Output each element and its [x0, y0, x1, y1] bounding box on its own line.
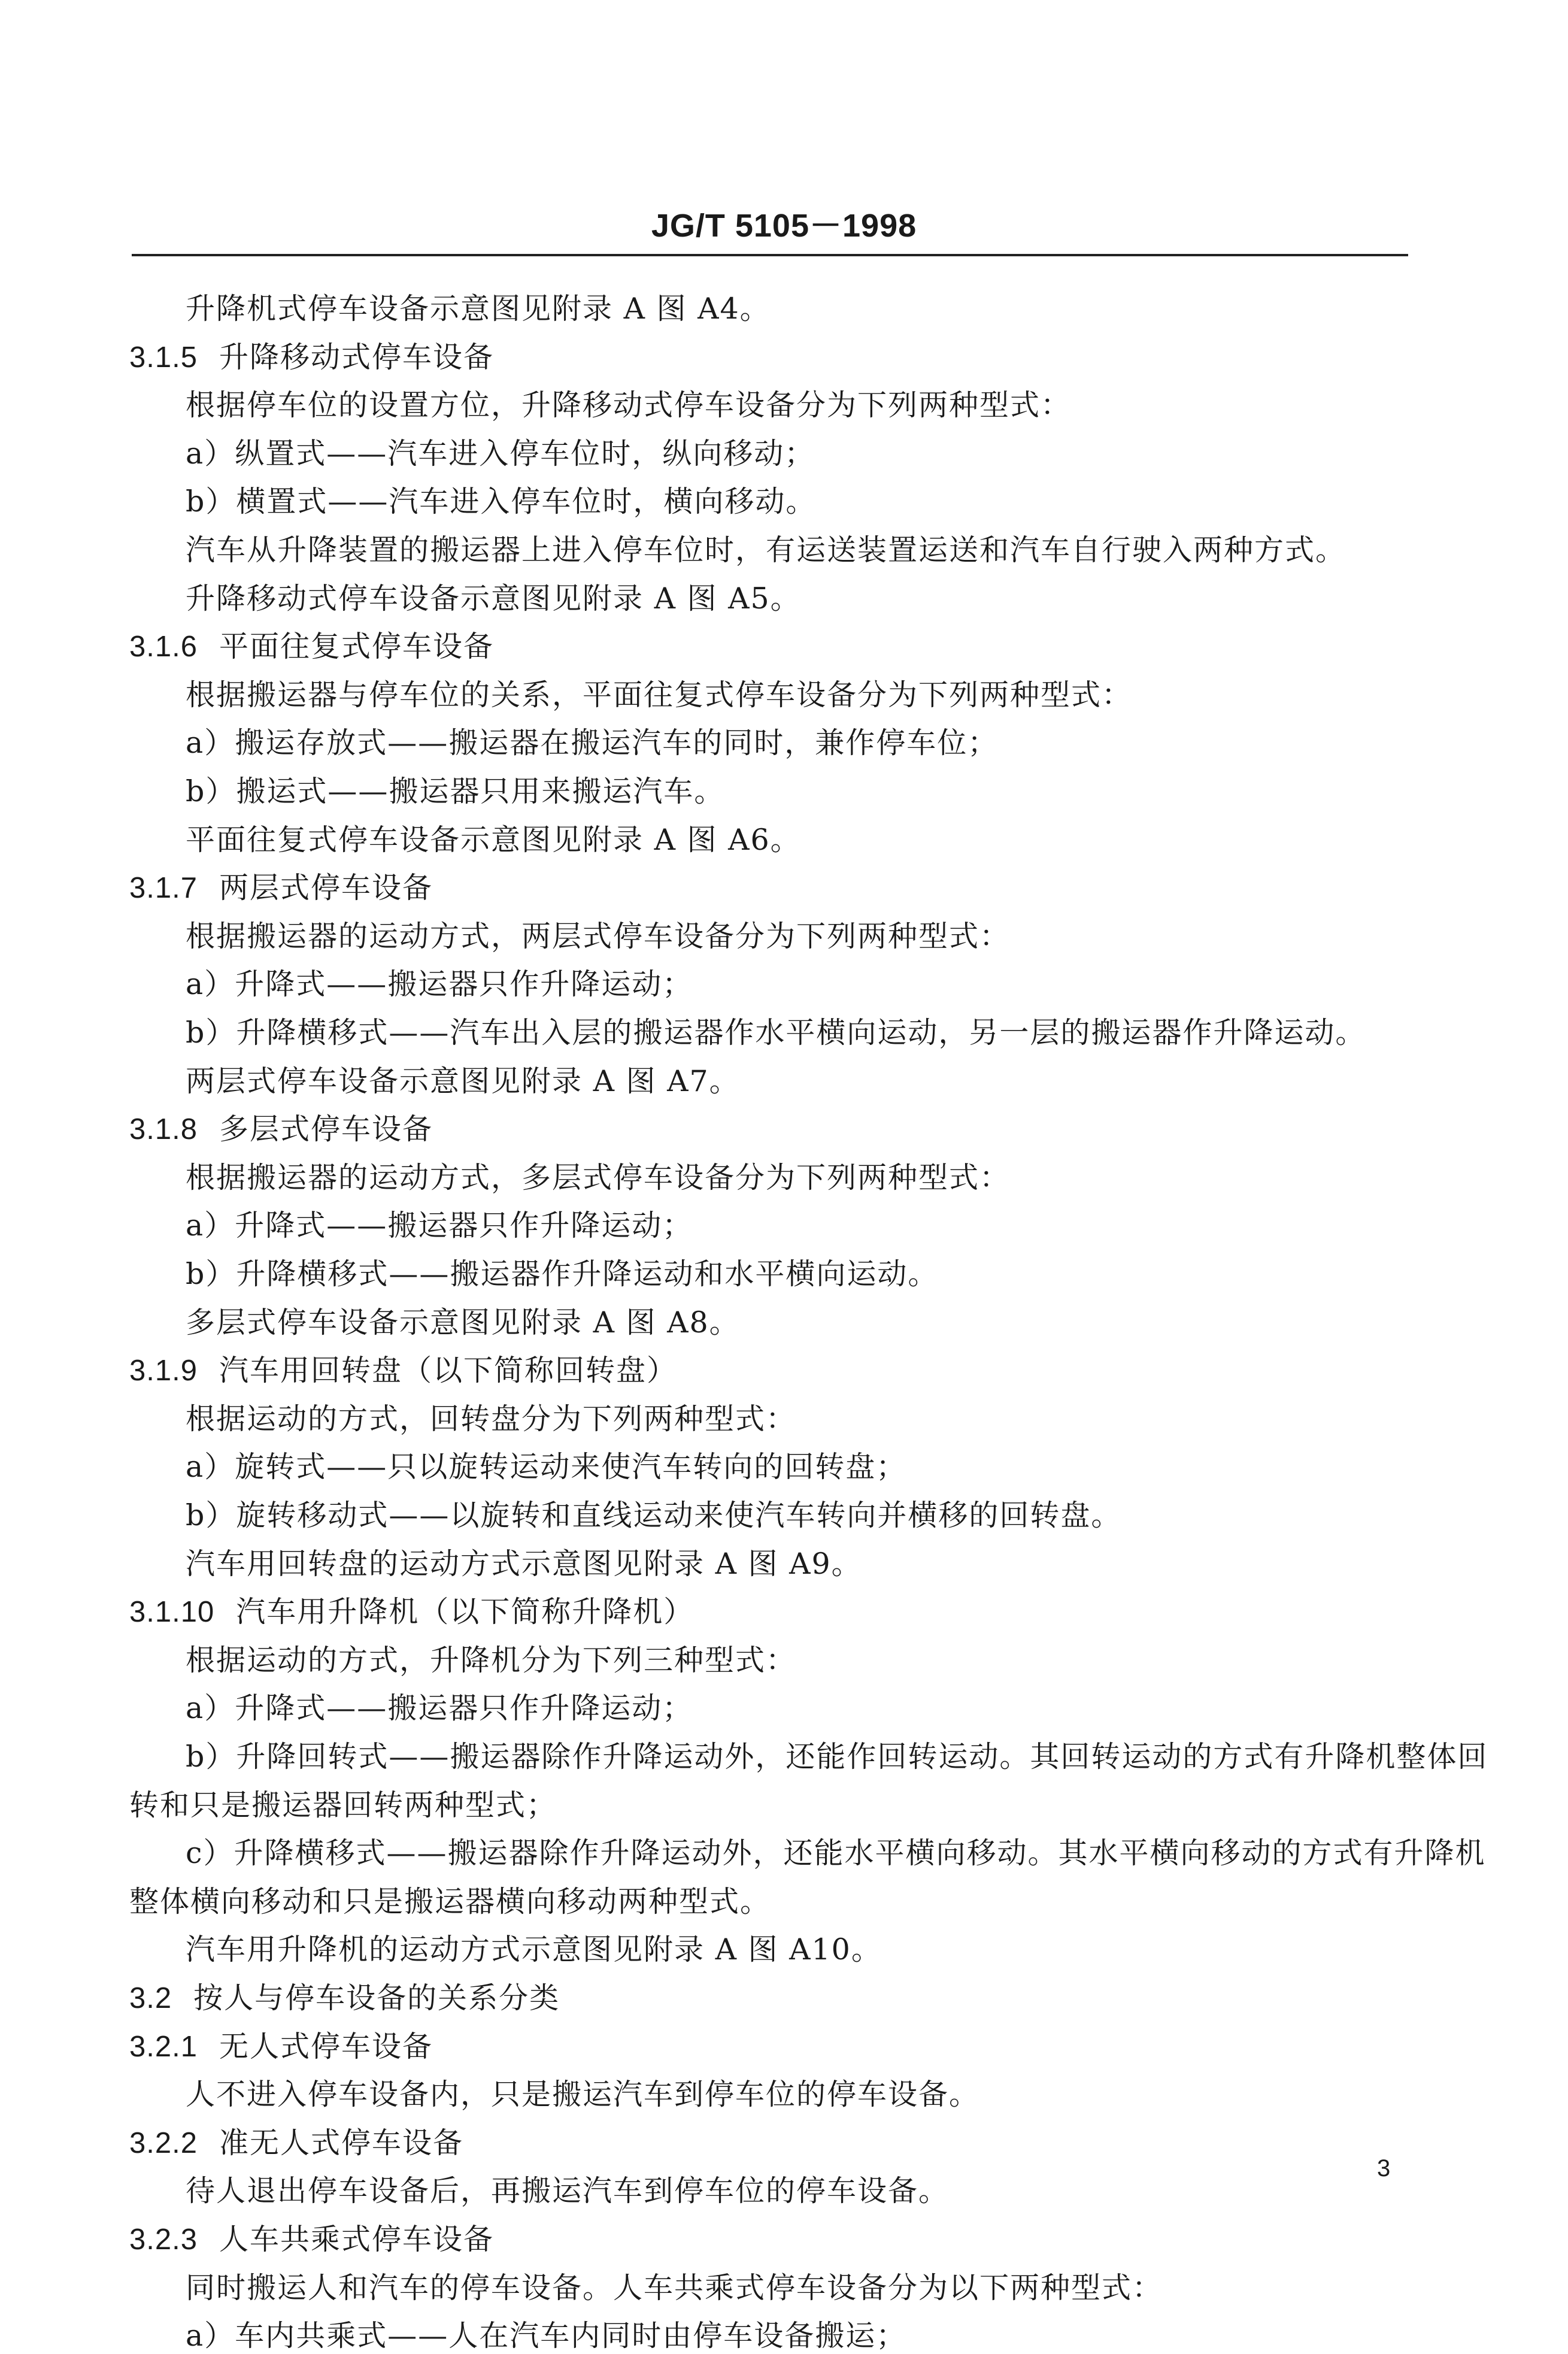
section-number: 3.1.5 [129, 341, 198, 374]
paragraph-line: a）升降式——搬运器只作升降运动； [186, 967, 693, 1002]
paragraph-continuation-line: 转和只是搬运器回转两种型式； [129, 1788, 557, 1822]
paragraph-continuation-line: 整体横向移动和只是搬运器横向移动两种型式。 [129, 1884, 771, 1919]
section-number: 3.2.1 [129, 2030, 198, 2063]
section-title: 升降移动式停车设备 [219, 340, 494, 374]
section-heading [129, 629, 494, 665]
section-title: 准无人式停车设备 [219, 2125, 463, 2160]
document-code-header: JG/T 5105－1998 [651, 208, 917, 244]
paragraph-line: 根据停车位的设置方位，升降移动式停车设备分为下列两种型式： [186, 388, 1072, 423]
section-number: 3.2.2 [129, 2126, 198, 2159]
paragraph-line: a）车内共乘式——人在汽车内同时由停车设备搬运； [186, 2319, 907, 2353]
header-rule [132, 254, 1408, 256]
section-heading [129, 1111, 433, 1147]
section-heading [129, 2029, 433, 2065]
paragraph-line: b）搬运式——搬运器只用来搬运汽车。 [186, 774, 725, 808]
paragraph-line: 多层式停车设备示意图见附录 A 图 A8。 [186, 1305, 740, 1340]
section-heading [129, 340, 494, 375]
section-heading [129, 870, 433, 906]
paragraph-line: 两层式停车设备示意图见附录 A 图 A7。 [186, 1064, 740, 1098]
section-title: 汽车用回转盘（以下简称回转盘） [219, 1353, 677, 1388]
section-heading [129, 1980, 560, 2016]
section-number: 3.2 [129, 1982, 172, 2014]
paragraph-line: 升降移动式停车设备示意图见附录 A 图 A5。 [186, 581, 801, 616]
paragraph-line: 待人退出停车设备后，再搬运汽车到停车位的停车设备。 [186, 2174, 950, 2208]
paragraph-line: a）旋转式——只以旋转运动来使汽车转向的回转盘； [186, 1450, 907, 1484]
section-heading [129, 2222, 494, 2258]
section-number: 3.1.10 [129, 1596, 215, 1629]
section-number: 3.1.9 [129, 1355, 198, 1387]
section-number: 3.1.8 [129, 1113, 198, 1146]
paragraph-line: 汽车从升降装置的搬运器上进入停车位时，有运送装置运送和汽车自行驶入两种方式。 [186, 533, 1346, 567]
paragraph-line: a）纵置式——汽车进入停车位时，纵向移动； [186, 436, 815, 471]
paragraph-line: 根据搬运器的运动方式，多层式停车设备分为下列两种型式： [186, 1160, 1011, 1195]
paragraph-line: 汽车用升降机的运动方式示意图见附录 A 图 A10。 [186, 1932, 882, 1967]
paragraph-line: 人不进入停车设备内，只是搬运汽车到停车位的停车设备。 [186, 2077, 980, 2112]
paragraph-line: 根据搬运器与停车位的关系，平面往复式停车设备分为下列两种型式： [186, 677, 1133, 712]
page-number: 3 [1377, 2155, 1391, 2182]
section-heading [129, 2125, 463, 2161]
paragraph-line: a）升降式——搬运器只作升降运动； [186, 1208, 693, 1243]
paragraph-line: b）升降回转式——搬运器除作升降运动外，还能作回转运动。其回转运动的方式有升降机整体回 [186, 1740, 1488, 1774]
paragraph-line: 汽车用回转盘的运动方式示意图见附录 A 图 A9。 [186, 1546, 862, 1581]
paragraph-line: b）横置式——汽车进入停车位时，横向移动。 [186, 484, 817, 519]
section-title: 平面往复式停车设备 [219, 629, 494, 664]
paragraph-line: 升降机式停车设备示意图见附录 A 图 A4。 [186, 292, 771, 326]
paragraph-line: 根据搬运器的运动方式，两层式停车设备分为下列两种型式： [186, 919, 1011, 953]
section-heading [129, 1353, 677, 1389]
paragraph-line: 根据运动的方式，升降机分为下列三种型式： [186, 1643, 797, 1677]
section-title: 汽车用升降机（以下简称升降机） [236, 1595, 694, 1629]
section-title: 两层式停车设备 [219, 871, 433, 905]
section-number: 3.1.7 [129, 872, 198, 905]
section-title: 多层式停车设备 [219, 1112, 433, 1147]
section-title: 人车共乘式停车设备 [219, 2222, 494, 2256]
paragraph-line: a）升降式——搬运器只作升降运动； [186, 1691, 693, 1726]
paragraph-line: 同时搬运人和汽车的停车设备。人车共乘式停车设备分为以下两种型式： [186, 2270, 1163, 2305]
section-heading [129, 1594, 694, 1630]
paragraph-line: b）升降横移式——搬运器作升降运动和水平横向运动。 [186, 1257, 939, 1291]
paragraph-line: c）升降横移式——搬运器除作升降运动外，还能水平横向移动。其水平横向移动的方式有升降机 [186, 1836, 1486, 1871]
section-number: 3.1.6 [129, 631, 198, 664]
paragraph-line: b）升降横移式——汽车出入层的搬运器作水平横向运动，另一层的搬运器作升降运动。 [186, 1016, 1366, 1050]
paragraph-line: a）搬运存放式——搬运器在搬运汽车的同时，兼作停车位； [186, 726, 999, 761]
paragraph-line: 根据运动的方式，回转盘分为下列两种型式： [186, 1401, 797, 1436]
section-title: 按人与停车设备的关系分类 [193, 1981, 560, 2015]
paragraph-line: b）旋转移动式——以旋转和直线运动来使汽车转向并横移的回转盘。 [186, 1498, 1122, 1532]
section-number: 3.2.3 [129, 2223, 198, 2256]
paragraph-line: 平面往复式停车设备示意图见附录 A 图 A6。 [186, 822, 801, 857]
section-title: 无人式停车设备 [219, 2029, 433, 2064]
